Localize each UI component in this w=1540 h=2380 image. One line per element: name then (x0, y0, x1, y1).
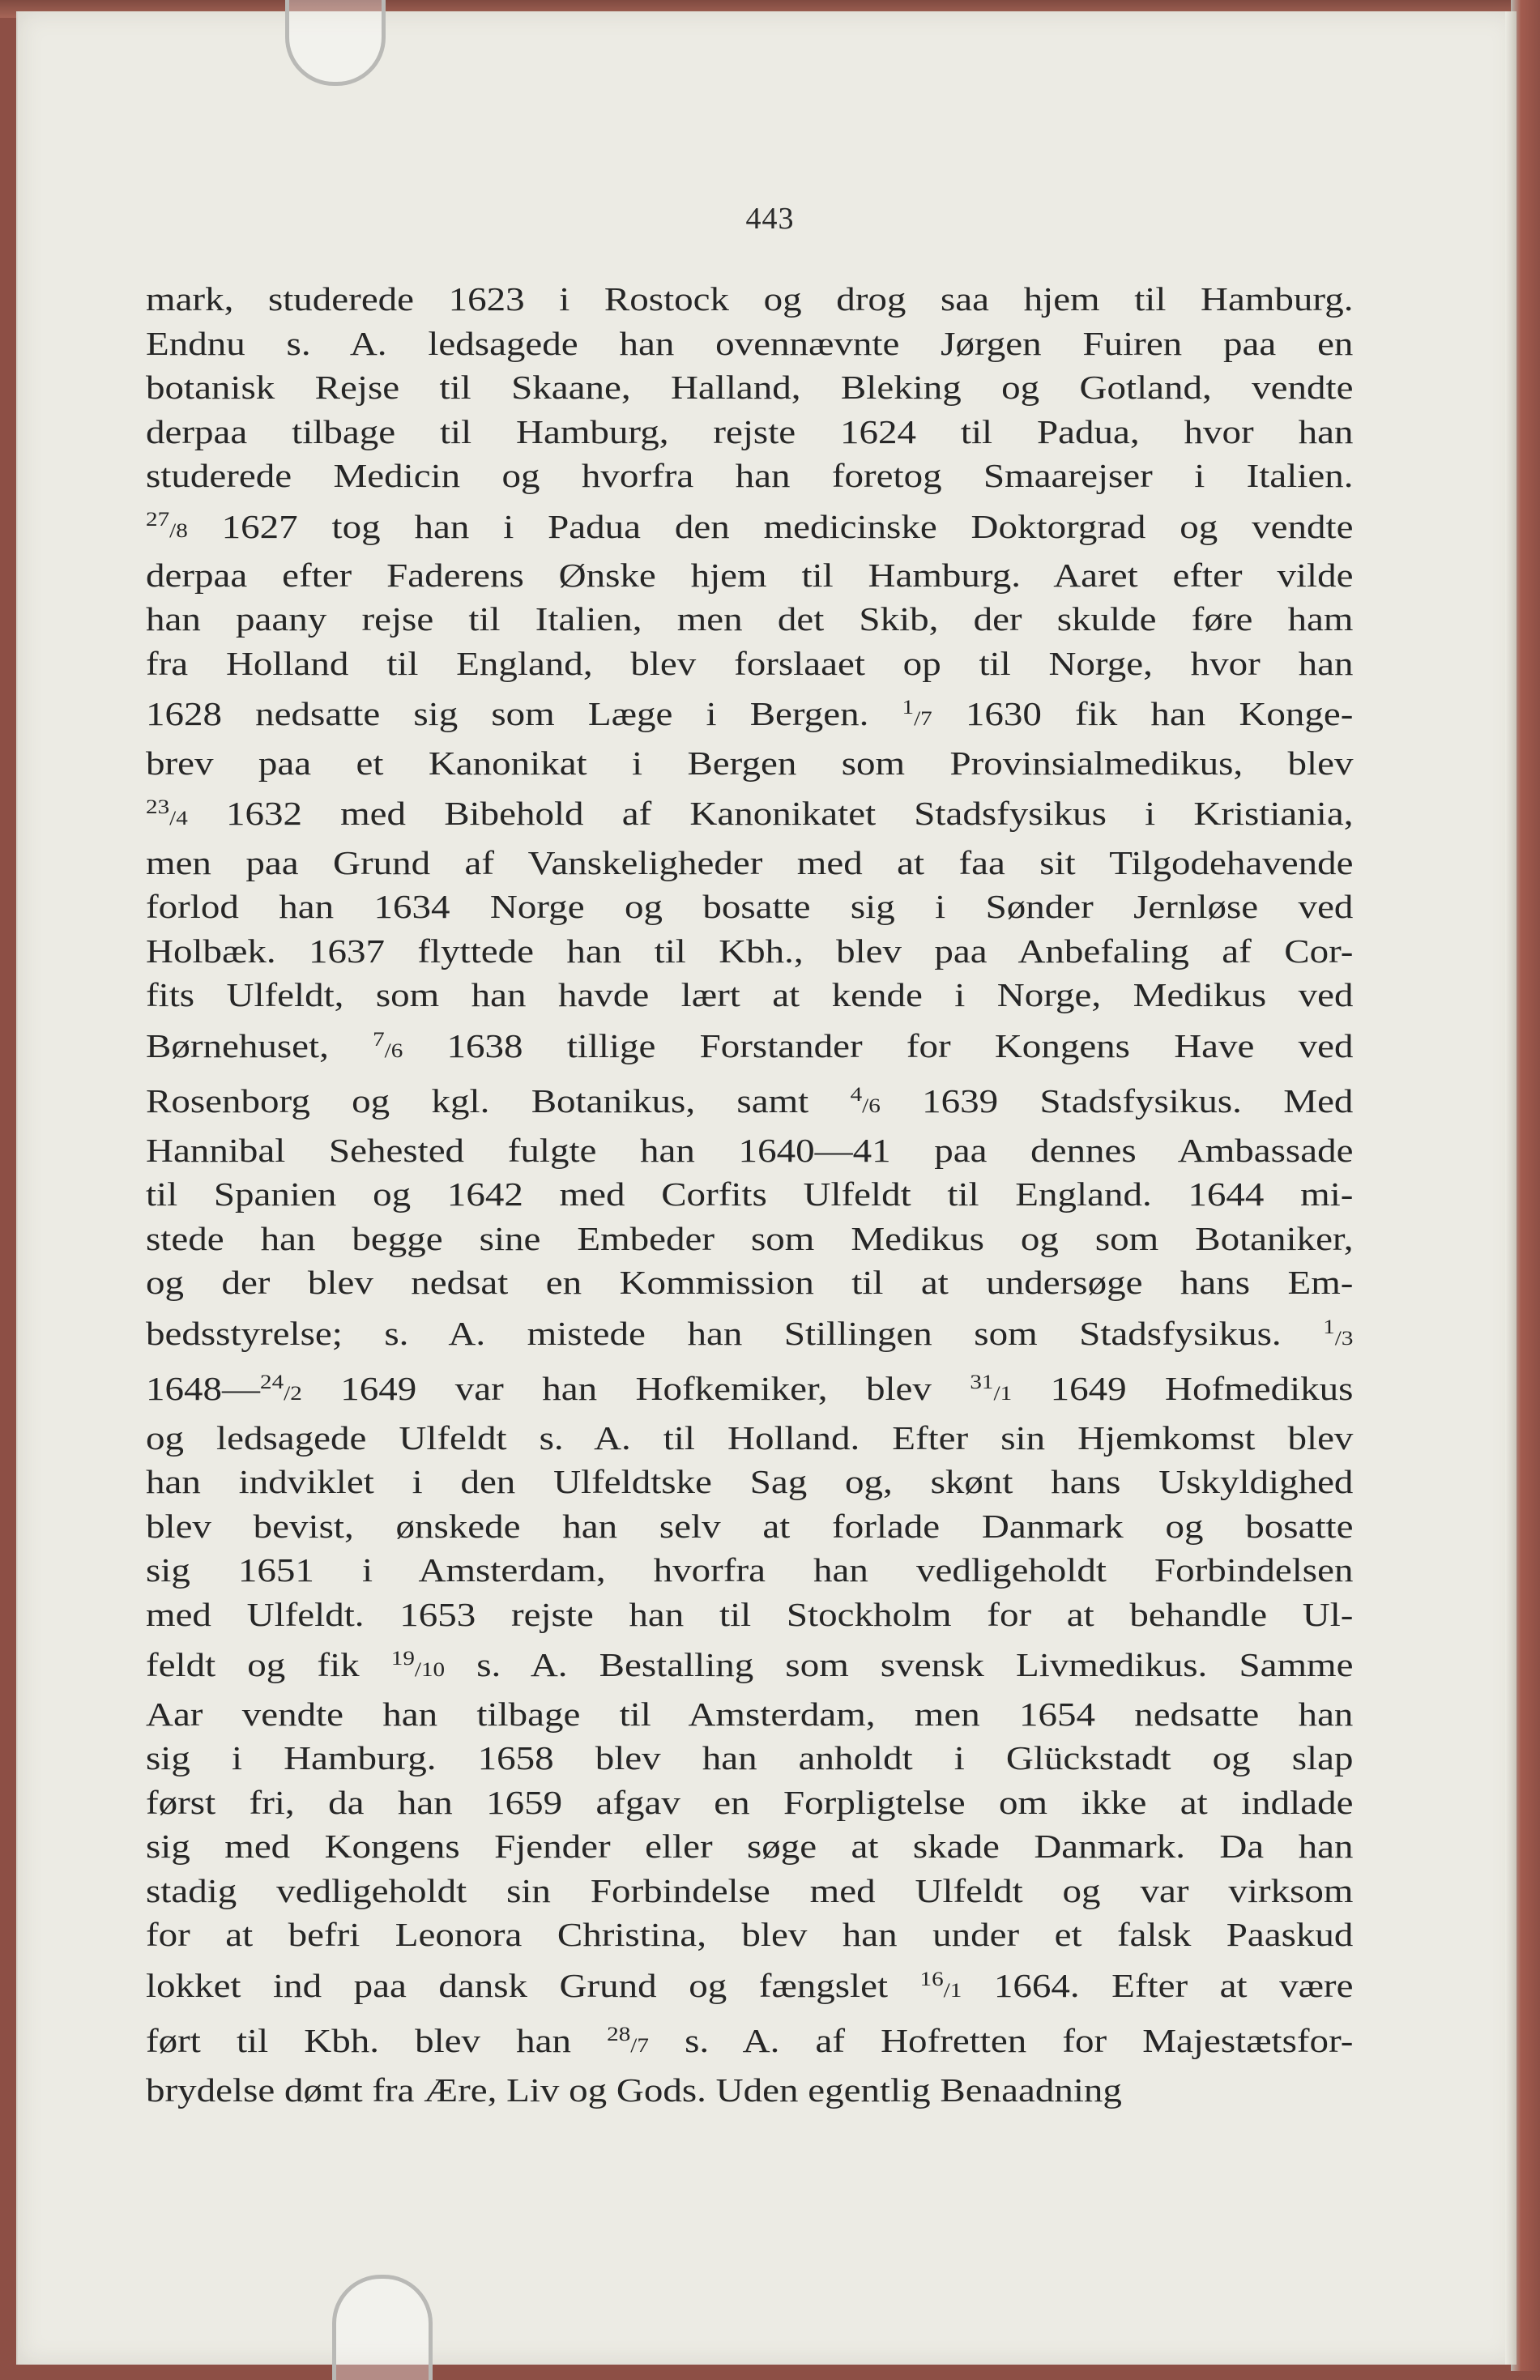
line-text: stadig vedligeholdt sin Forbindelse med Ulfeldt og var virksom (146, 1871, 1354, 1909)
fraction-day: 1 (902, 696, 915, 719)
fraction-month: 7 (920, 707, 932, 731)
text-line (146, 597, 1353, 642)
text-line (146, 642, 1353, 686)
date-fraction: 24/2 (260, 1371, 302, 1405)
fraction-day: 24 (260, 1371, 284, 1394)
date-fraction: 28/7 (607, 2023, 649, 2058)
fraction-month: 3 (1341, 1326, 1354, 1350)
line-text: brydelse dømt fra Ære, Liv og Gods. Uden egentlig Benaadning (146, 2071, 1122, 2109)
line-text: Holbæk. 1637 flyttede han til Kbh., blev paa Anbefaling af Cor- (146, 932, 1354, 970)
fraction-month: 1 (1000, 1382, 1013, 1405)
line-text: Rosenborg og kgl. Botanikus, samt (146, 1082, 851, 1120)
line-text: Endnu s. A. ledsagede han ovennævnte Jørgen Fuiren paa en (146, 324, 1354, 362)
text-line (146, 365, 1353, 410)
text-line (146, 1305, 1353, 1360)
line-text: 1630 fik han Konge- (932, 695, 1354, 733)
text-line (146, 1260, 1353, 1305)
fraction-day: 31 (970, 1371, 994, 1394)
text-line (146, 1017, 1353, 1073)
line-text: ført til Kbh. blev han (146, 2022, 608, 2060)
line-text: derpaa tilbage til Hamburg, rejste 1624 til Padua, hvor han (146, 412, 1354, 450)
line-text: forlod han 1634 Norge og bosatte sig i Sønder Jernløse ved (146, 888, 1354, 926)
text-line (146, 1636, 1353, 1691)
fraction-day: 27 (146, 508, 170, 531)
date-fraction: 27/8 (146, 508, 188, 543)
line-text: 1649 Hofmedikus (1012, 1370, 1354, 1408)
line-text: med Ulfeldt. 1653 rejste han til Stockholm for at behandle Ul- (146, 1595, 1354, 1633)
text-line (146, 929, 1353, 974)
line-text: han indviklet i den Ulfeldtske Sag og, skønt hans Uskyldighed (146, 1463, 1354, 1501)
date-fraction: 19/10 (390, 1647, 446, 1682)
text-line (146, 1073, 1353, 1128)
fraction-month: 4 (176, 807, 188, 830)
line-text: bedsstyrelse; s. A. mistede han Stillingen som Stadsfysikus. (146, 1314, 1324, 1352)
text-line (146, 1504, 1353, 1549)
line-text: brev paa et Kanonikat i Bergen som Provinsialmedikus, blev (146, 744, 1354, 782)
fraction-day: 23 (146, 795, 170, 819)
text-line (146, 1736, 1353, 1781)
line-text: lokket ind paa dansk Grund og fængslet (146, 1966, 920, 2004)
date-fraction: 7/6 (373, 1027, 403, 1062)
text-line (146, 1217, 1353, 1261)
line-text: feldt og fik (146, 1646, 391, 1684)
text-line (146, 1593, 1353, 1637)
date-fraction: 1/3 (1323, 1315, 1354, 1350)
line-text: fits Ulfeldt, som han havde lært at kende i Norge, Medikus ved (146, 976, 1354, 1014)
line-text: s. A. af Hofretten for Majestætsfor- (648, 2022, 1354, 2060)
line-text: sig i Hamburg. 1658 blev han anholdt i Glückstadt og slap (146, 1739, 1354, 1777)
text-line (146, 785, 1353, 840)
line-text: først fri, da han 1659 afgav en Forpligtelse om ikke at indlade (146, 1783, 1354, 1821)
date-fraction: 23/4 (146, 795, 188, 830)
line-text: botanisk Rejse til Skaane, Halland, Bleking og Gotland, vendte (146, 369, 1354, 406)
date-fraction: 16/1 (919, 1967, 962, 2002)
text-line (146, 1692, 1353, 1737)
fraction-day: 19 (390, 1647, 415, 1670)
text-line (146, 1869, 1353, 1913)
line-text: 1648— (146, 1370, 261, 1408)
line-text: sig med Kongens Fjender eller søge at skade Danmark. Da han (146, 1828, 1354, 1866)
text-line (146, 2012, 1353, 2067)
text-line (146, 1957, 1353, 2012)
fraction-day: 4 (850, 1083, 863, 1107)
fraction-month: 6 (868, 1094, 881, 1118)
line-text: for at befri Leonora Christina, blev han under et falsk Paaskud (146, 1916, 1354, 1954)
fraction-month: 1 (949, 1978, 962, 2002)
text-line (146, 973, 1353, 1017)
line-text: Hannibal Sehested fulgte han 1640—41 paa dennes Ambassade (146, 1131, 1354, 1169)
text-line (146, 1360, 1353, 1415)
page-number: 443 (745, 202, 795, 236)
line-text: til Spanien og 1642 med Corfits Ulfeldt til England. 1644 mi- (146, 1175, 1354, 1213)
line-text: mark, studerede 1623 i Rostock og drog saa hjem til Hamburg. (146, 280, 1354, 318)
text-line (146, 1416, 1353, 1461)
text-line (146, 277, 1353, 322)
line-text: fra Holland til England, blev forslaaet op til Norge, hvor han (146, 644, 1354, 682)
paper-clip-bottom (332, 2275, 433, 2380)
text-line (146, 1548, 1353, 1593)
body-text (146, 277, 1353, 2112)
line-text: han paany rejse til Italien, men det Skib, der skulde føre ham (146, 600, 1354, 638)
line-text: 1632 med Bibehold af Kanonikatet Stadsfysikus i Kristiania, (187, 795, 1354, 833)
line-text: 1664. Efter at være (962, 1966, 1354, 2004)
line-text: s. A. Bestalling som svensk Livmedikus. Samme (445, 1646, 1354, 1684)
text-line (146, 1128, 1353, 1173)
line-text: Børnehuset, (146, 1026, 373, 1064)
date-fraction: 4/6 (850, 1083, 881, 1118)
line-text: Aar vendte han tilbage til Amsterdam, men 1654 nedsatte han (146, 1695, 1354, 1733)
line-text: blev bevist, ønskede han selv at forlade Danmark og bosatte (146, 1507, 1354, 1545)
text-line (146, 1913, 1353, 1957)
text-line (146, 2068, 1353, 2113)
line-text: men paa Grund af Vanskeligheder med at faa sit Tilgodehavende (146, 843, 1354, 881)
date-fraction: 1/7 (902, 696, 932, 731)
text-line (146, 741, 1353, 786)
line-text: 1628 nedsatte sig som Læge i Bergen. (146, 695, 902, 733)
text-line (146, 1172, 1353, 1217)
fraction-month: 6 (390, 1039, 403, 1062)
fraction-month: 10 (420, 1658, 446, 1682)
text-line (146, 685, 1353, 740)
fraction-day: 7 (373, 1027, 385, 1051)
line-text: og ledsagede Ulfeldt s. A. til Holland. Efter sin Hjemkomst blev (146, 1418, 1354, 1457)
line-text: stede han begge sine Embeder som Medikus og som Botaniker, (146, 1219, 1354, 1257)
page-edge-shadow (1505, 11, 1517, 2365)
text-line (146, 410, 1353, 454)
text-line (146, 553, 1353, 598)
line-text: 1649 var han Hofkemiker, blev (301, 1370, 970, 1408)
text-line (146, 1824, 1353, 1869)
date-fraction: 31/1 (970, 1371, 1013, 1405)
text-line (146, 1781, 1353, 1825)
fraction-month: 7 (637, 2034, 649, 2058)
line-text: 1627 tog han i Padua den medicinske Doktorgrad og vendte (187, 507, 1354, 545)
line-text: 1639 Stadsfysikus. Med (880, 1082, 1354, 1120)
text-line (146, 841, 1353, 885)
text-line (146, 885, 1353, 929)
text-line (146, 1460, 1353, 1504)
fraction-month: 2 (290, 1382, 302, 1405)
line-text: sig 1651 i Amsterdam, hvorfra han vedligeholdt Forbindelsen (146, 1551, 1354, 1589)
fraction-month: 8 (176, 519, 188, 543)
text-line (146, 454, 1353, 498)
line-text: 1638 tillige Forstander for Kongens Have ved (403, 1026, 1354, 1064)
line-text: derpaa efter Faderens Ønske hjem til Hamburg. Aaret efter vilde (146, 556, 1354, 594)
text-line (146, 322, 1353, 366)
fraction-day: 28 (607, 2023, 631, 2046)
fraction-day: 16 (919, 1967, 944, 1990)
line-text: og der blev nedsat en Kommission til at undersøge hans Em- (146, 1264, 1354, 1302)
text-line (146, 498, 1353, 553)
fraction-day: 1 (1323, 1315, 1335, 1338)
line-text: studerede Medicin og hvorfra han foretog Smaarejser i Italien. (146, 457, 1354, 494)
